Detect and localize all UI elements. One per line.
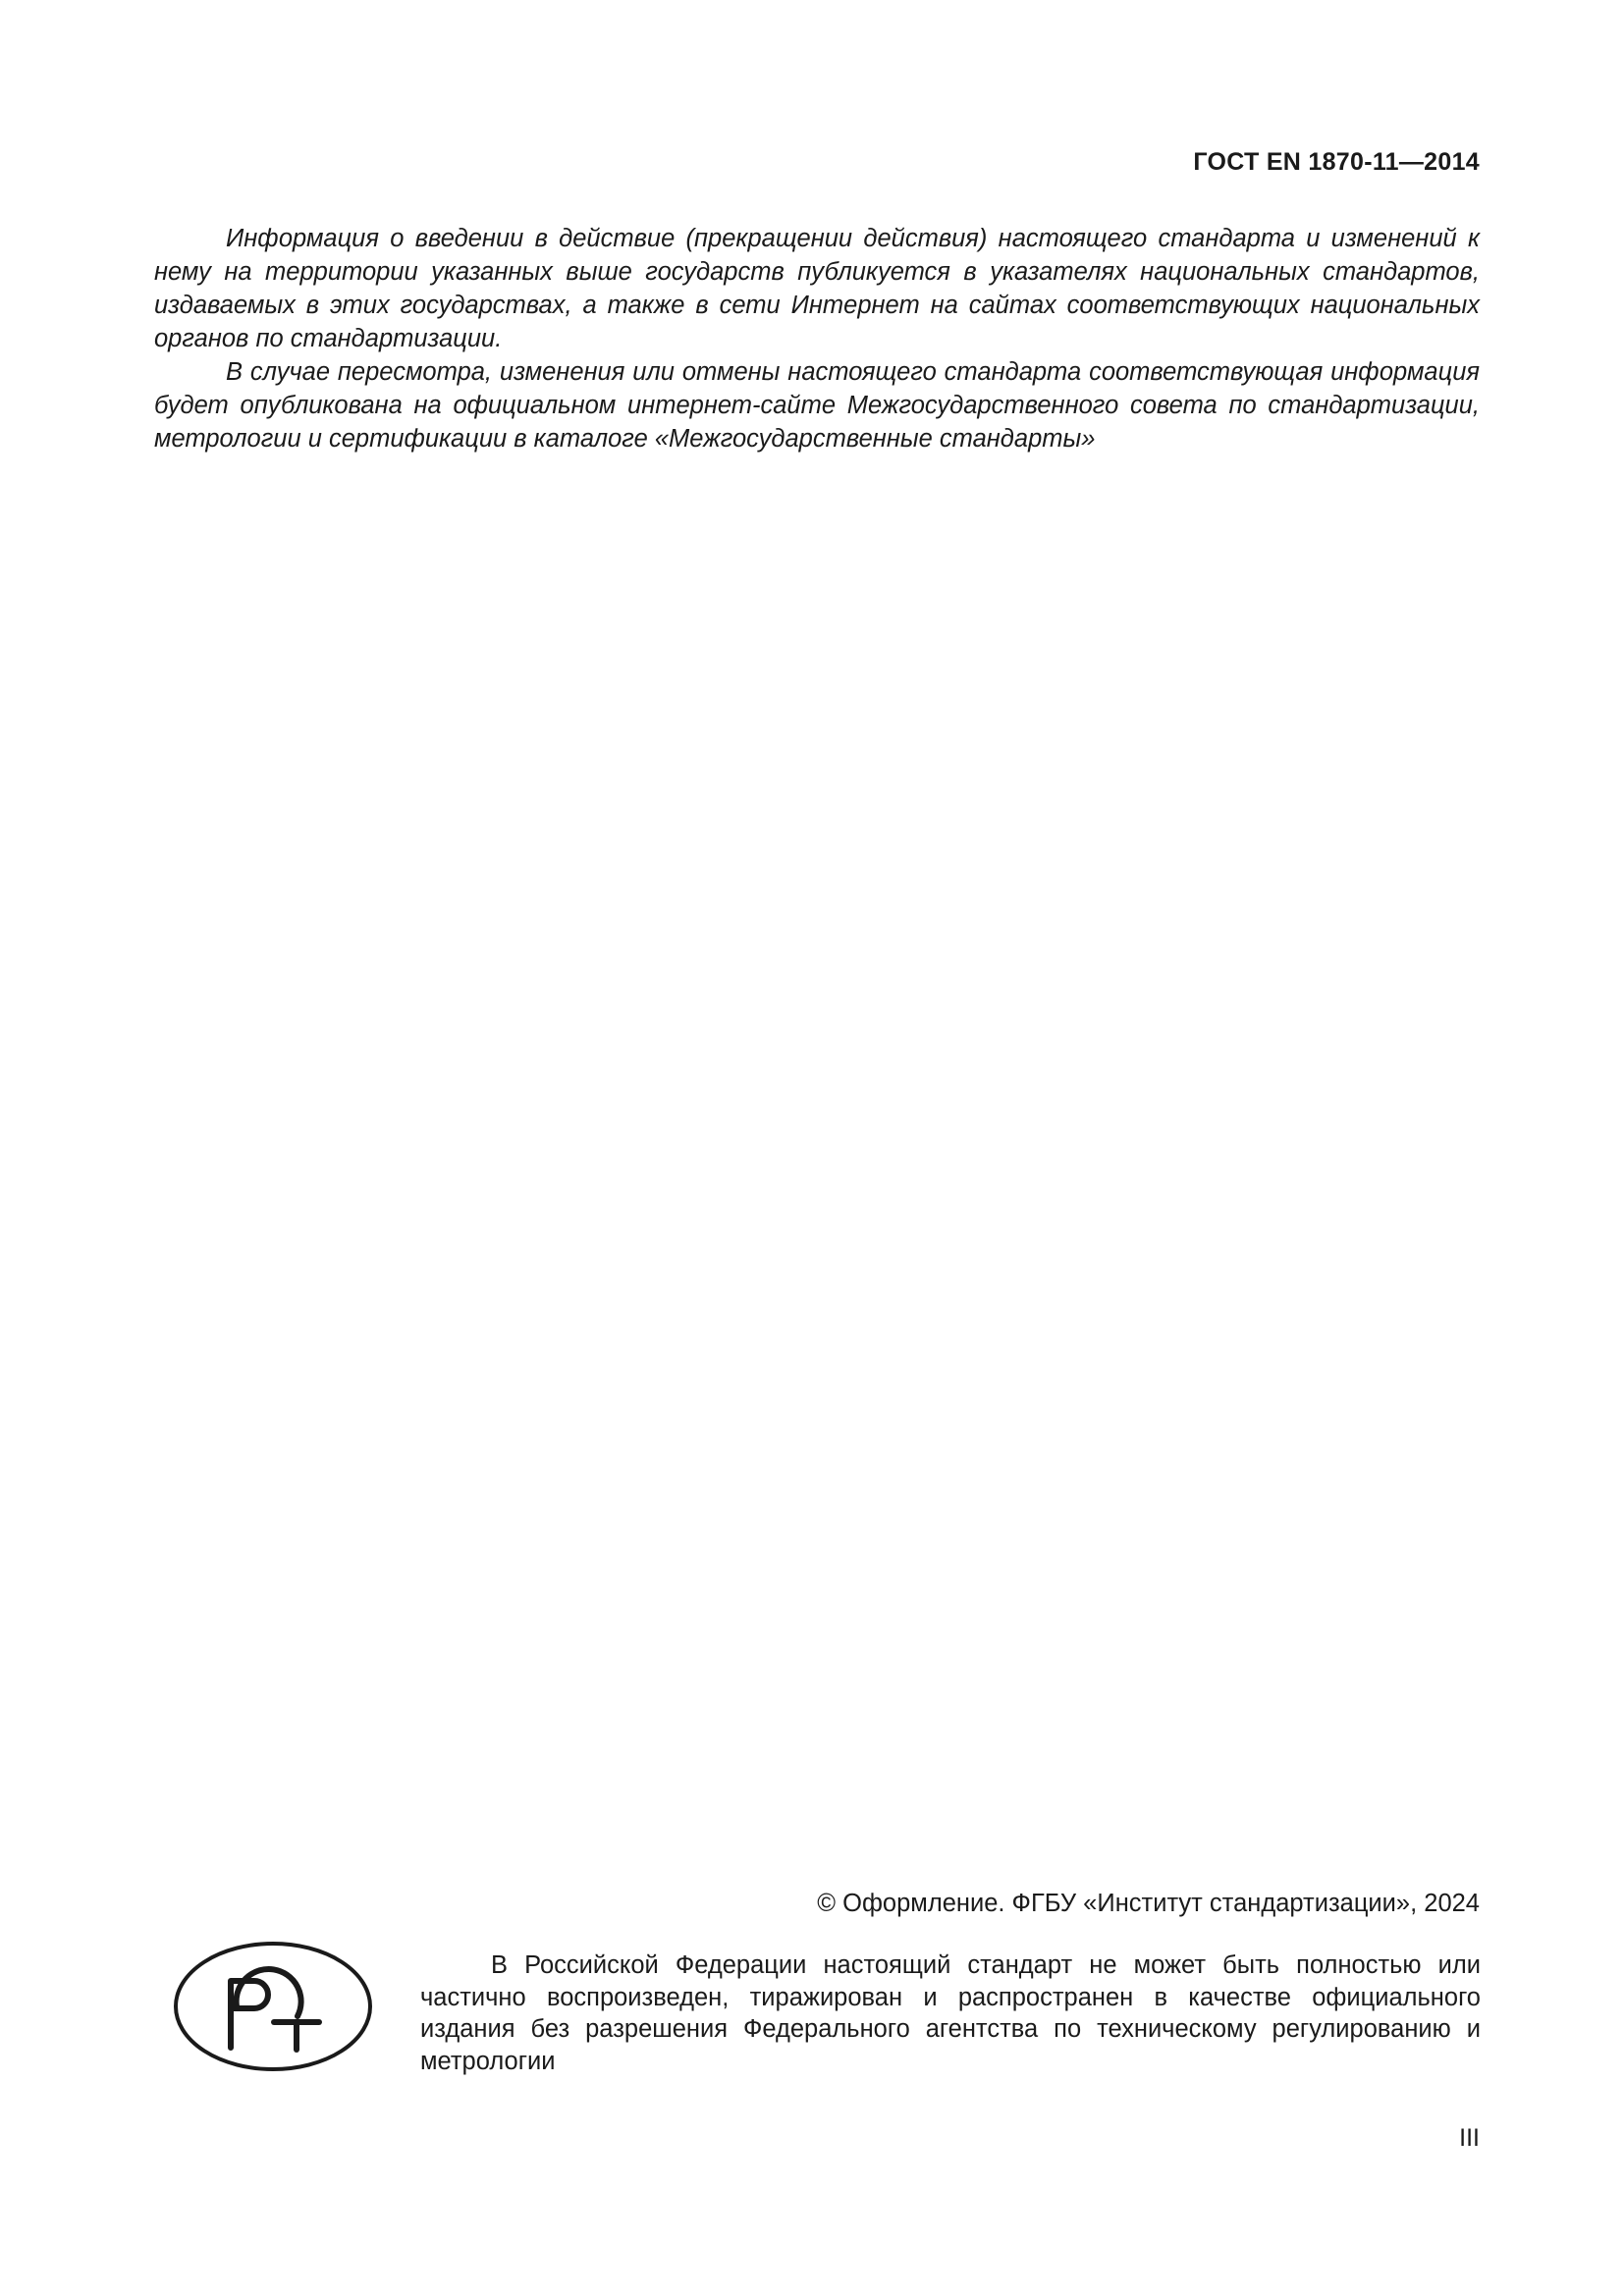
reproduction-notice-text: В Российской Федерации настоящий стандарт не может быть полностью или частично воспроизведен, тиражирован и распространен в качестве официального издания без разрешения Федерального агентства по техническому регулированию и метрологии bbox=[420, 1951, 1481, 2075]
reproduction-notice bbox=[420, 1949, 1481, 2077]
intro-text bbox=[154, 222, 1480, 455]
standard-code-header: ГОСТ EN 1870-11—2014 bbox=[1193, 148, 1480, 176]
intro-paragraph-revision: В случае пересмотра, изменения или отмены настоящего стандарта соответствующая информация будет опубликована на официальном интернет-сайте Межгосударственного совета по стандартизации, метрологии и сертификации в каталоге «Межгосударственные стандарты» bbox=[154, 358, 1480, 453]
copyright-line: © Оформление. ФГБУ «Институт стандартизации», 2024 bbox=[817, 1890, 1480, 1917]
page-number: III bbox=[1459, 2124, 1480, 2152]
rst-mark-icon bbox=[172, 1940, 374, 2073]
intro-paragraph-introduction: Информация о введении в действие (прекращении действия) настоящего стандарта и изменений к нему на территории указанных выше государств публикуется в указателях национальных стандартов, издаваемых в этих государствах, а также в сети Интернет на сайтах соответствующих национальных органов по стандартизации. bbox=[154, 225, 1480, 352]
